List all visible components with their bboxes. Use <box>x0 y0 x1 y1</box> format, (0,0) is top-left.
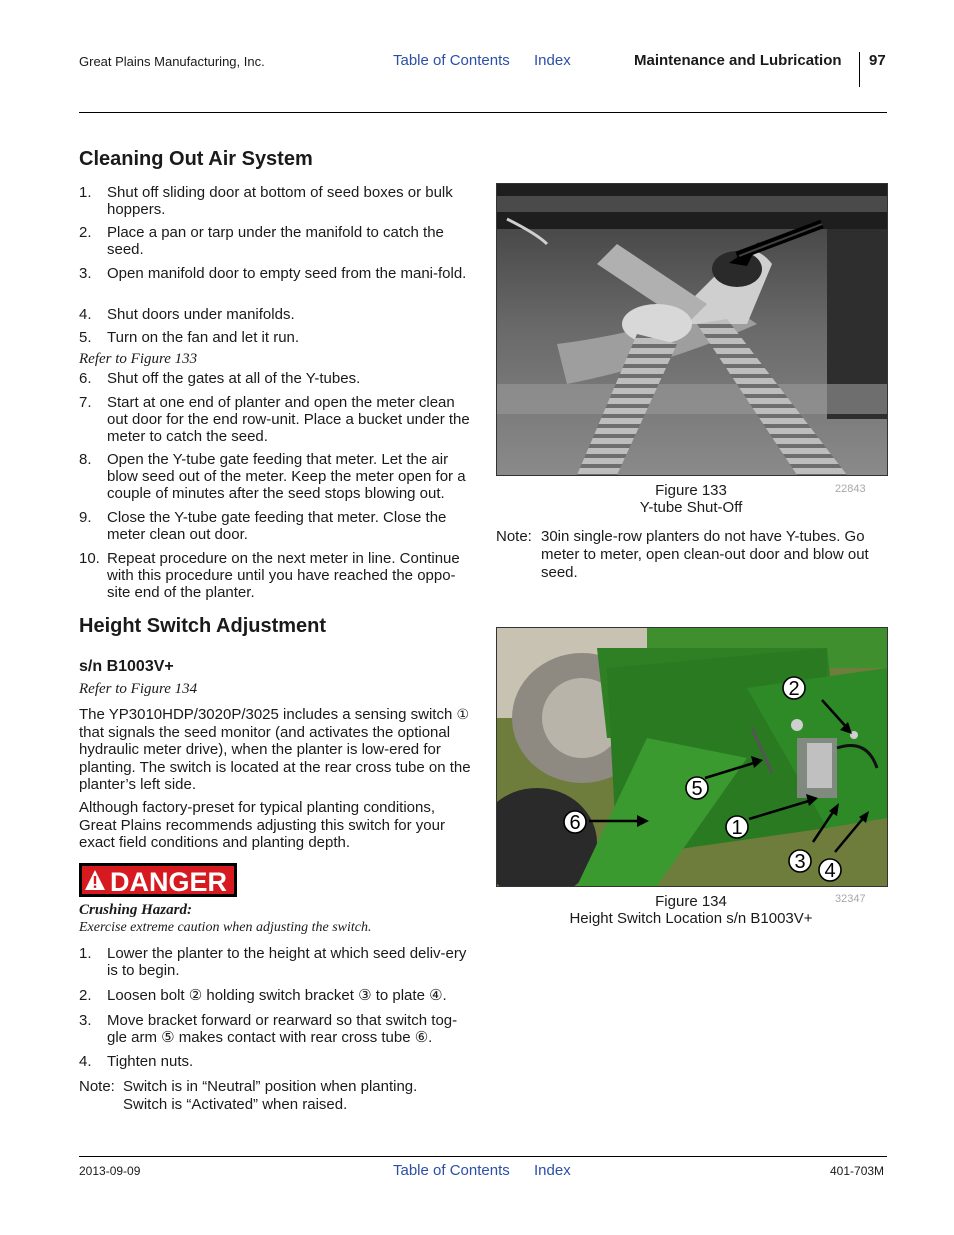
note-text-line-2: Switch is “Activated” when raised. <box>123 1096 348 1113</box>
callout-4 <box>819 859 841 882</box>
figure-133-photo <box>496 183 888 476</box>
list-item: 4. Shut doors under manifolds. <box>79 306 295 323</box>
serial-subheading: s/n B1003V+ <box>79 658 174 675</box>
figure-134-photo <box>496 627 888 887</box>
note-label: Note: <box>496 528 532 545</box>
note-text: 30in single-row planters do not have Y-tubes. Go meter to meter, open clean-out door and blow out seed. <box>541 528 869 581</box>
cleaning-heading: Cleaning Out Air System <box>79 148 313 170</box>
hazard-title: Crushing Hazard: <box>79 902 192 918</box>
callout-2 <box>783 677 805 700</box>
list-item: 10. Repeat procedure on the next meter in line. Continue with this procedure until you have reached the oppo-site end of the planter. <box>79 550 460 601</box>
height-switch-photo-illustration <box>497 628 887 886</box>
figure-134-id: 32347 <box>835 893 866 905</box>
y-tube-photo-illustration <box>497 184 887 475</box>
footer-rule <box>79 1156 887 1157</box>
list-item: 3. Move bracket forward or rearward so that switch tog-gle arm ⑤ makes contact with rear cross tube ⑥. <box>79 1012 458 1046</box>
list-item: 4. Tighten nuts. <box>79 1053 194 1070</box>
list-item: 5. Turn on the fan and let it run. <box>79 329 300 346</box>
list-item: 9. Close the Y-tube gate feeding that meter. Close the meter clean out door. <box>79 509 447 543</box>
figure-133-caption-title: Y-tube Shut-Off <box>639 499 743 516</box>
footer-date: 2013-09-09 <box>79 1164 141 1178</box>
figure-reference: Refer to Figure 134 <box>79 681 198 697</box>
callout-1 <box>726 816 748 839</box>
paragraph: The YP3010HDP/3020P/3025 includes a sensing switch ① that signals the seed monitor (and activates the optional hydraulic meter drive), when the planter is low-ered for planting. The switch is located at the rear cross tube on the planter’s left side. <box>79 706 471 793</box>
page-number: 97 <box>869 52 886 69</box>
list-item: 1. Shut off sliding door at bottom of seed boxes or bulk hoppers. <box>79 184 453 218</box>
list-item: 2. Place a pan or tarp under the manifold to catch the seed. <box>79 224 444 258</box>
footer-index-link[interactable]: Index <box>534 1162 571 1179</box>
svg-text:4: 4 <box>824 860 836 882</box>
danger-label <box>79 863 237 897</box>
list-item: 1. Lower the planter to the height at which seed deliv-ery is to begin. <box>79 945 467 979</box>
svg-text:6: 6 <box>569 812 581 834</box>
svg-text:1: 1 <box>731 817 743 839</box>
figure-134-caption-title: Height Switch Location s/n B1003V+ <box>569 910 813 927</box>
height-heading: Height Switch Adjustment <box>79 615 327 637</box>
header-divider <box>859 52 860 87</box>
company-name: Great Plains Manufacturing, Inc. <box>79 54 265 69</box>
list-item: 6. Shut off the gates at all of the Y-tubes. <box>79 370 361 387</box>
danger-word: DANGER <box>110 867 228 897</box>
list-item: 2. Loosen bolt ② holding switch bracket ③ to plate ④. <box>79 987 447 1004</box>
callout-6 <box>564 811 586 834</box>
list-item: 8. Open the Y-tube gate feeding that meter. Let the air blow seed out of the meter. Keep the meter open for a couple of minutes after the seed stops blowing out. <box>79 451 466 502</box>
figure-reference: Refer to Figure 133 <box>79 351 198 367</box>
figure-134-caption-number: Figure 134 <box>655 893 727 910</box>
note-text-line-1: Switch is in “Neutral” position when planting. <box>123 1078 418 1095</box>
footer-doc-number: 401-703M <box>830 1164 885 1178</box>
svg-text:2: 2 <box>788 678 800 700</box>
list-item: 7. Start at one end of planter and open the meter clean out door for the end row-unit. Place a bucket under the meter to catch the seed. <box>79 394 470 445</box>
section-title: Maintenance and Lubrication <box>634 52 842 69</box>
header-rule <box>79 112 887 113</box>
hazard-text: Exercise extreme caution when adjusting the switch. <box>79 920 372 935</box>
figure-133-caption-number: Figure 133 <box>655 482 727 499</box>
note-label: Note: <box>79 1078 115 1095</box>
list-item: 3. Open manifold door to empty seed from the mani-fold. <box>79 265 467 282</box>
callout-3 <box>789 850 811 873</box>
warning-triangle-icon <box>84 869 106 891</box>
paragraph: Although factory-preset for typical planting conditions, Great Plains recommends adjusting this switch for your exact field conditions and planting depth. <box>79 799 445 851</box>
toc-link[interactable]: Table of Contents <box>393 52 510 69</box>
figure-133-id: 22843 <box>835 483 866 495</box>
callout-5 <box>686 777 708 800</box>
svg-text:5: 5 <box>691 778 703 800</box>
footer-toc-link[interactable]: Table of Contents <box>393 1162 510 1179</box>
svg-text:3: 3 <box>794 851 806 873</box>
index-link[interactable]: Index <box>534 52 571 69</box>
